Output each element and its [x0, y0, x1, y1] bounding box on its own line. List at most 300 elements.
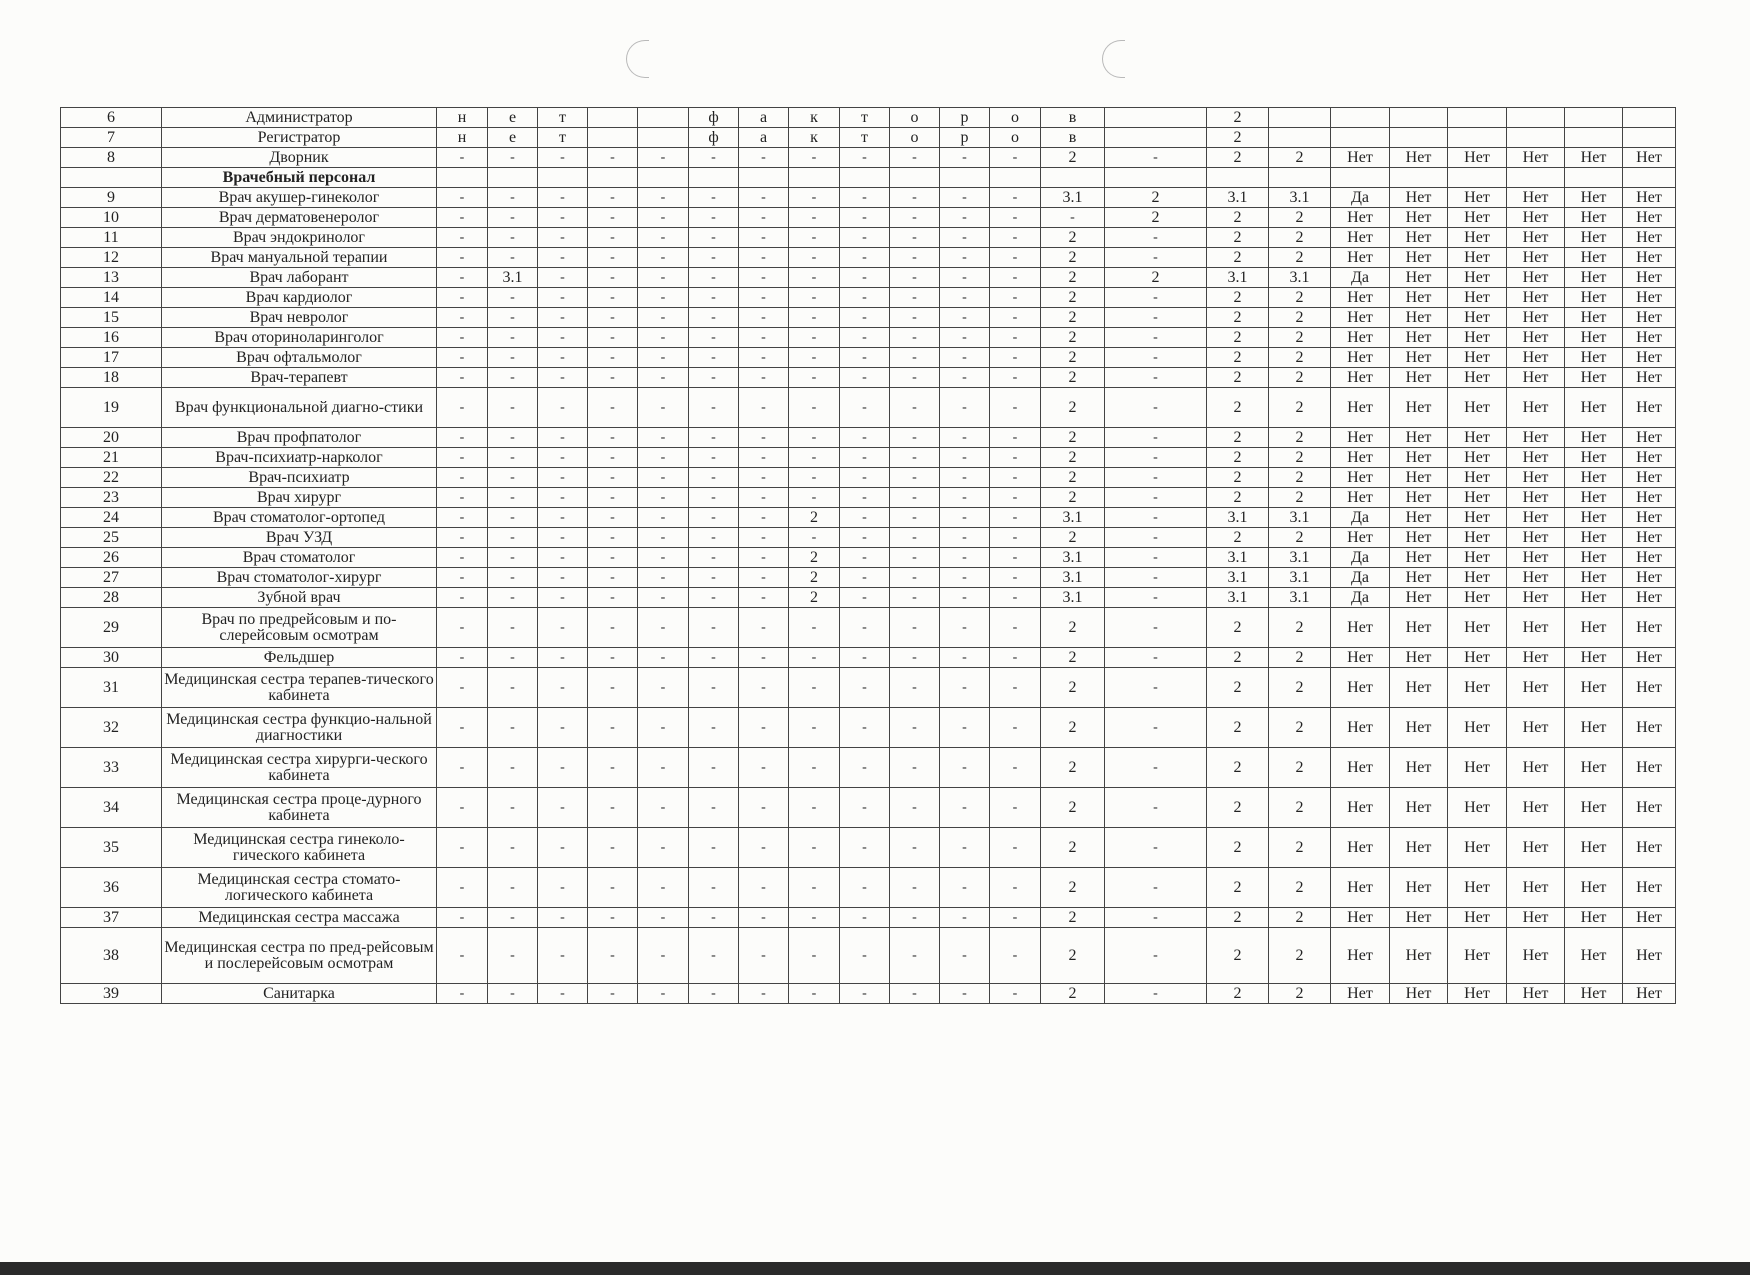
- value-cell: 2: [1207, 608, 1269, 648]
- value-cell: -: [890, 928, 940, 984]
- value-cell: 2: [1207, 308, 1269, 328]
- value-cell: Нет: [1565, 668, 1623, 708]
- value-cell: [789, 168, 840, 188]
- value-cell: 3.1: [1207, 548, 1269, 568]
- row-number: 15: [61, 308, 162, 328]
- value-cell: -: [488, 588, 538, 608]
- value-cell: -: [990, 388, 1041, 428]
- value-cell: -: [488, 328, 538, 348]
- value-cell: -: [538, 248, 588, 268]
- value-cell: Нет: [1507, 788, 1565, 828]
- value-cell: Нет: [1390, 668, 1448, 708]
- value-cell: -: [1105, 328, 1207, 348]
- value-cell: -: [739, 368, 789, 388]
- value-cell: -: [739, 568, 789, 588]
- value-cell: -: [739, 788, 789, 828]
- value-cell: -: [840, 268, 890, 288]
- position-name: Врач кардиолог: [162, 288, 437, 308]
- row-number: 17: [61, 348, 162, 368]
- value-cell: Нет: [1507, 648, 1565, 668]
- value-cell: -: [739, 928, 789, 984]
- value-cell: Нет: [1448, 488, 1507, 508]
- value-cell: -: [940, 388, 990, 428]
- value-cell: 2: [1041, 528, 1105, 548]
- value-cell: Нет: [1623, 984, 1676, 1004]
- value-cell: -: [940, 588, 990, 608]
- row-number: 24: [61, 508, 162, 528]
- position-name: Медицинская сестра функцио-нальной диагностики: [162, 708, 437, 748]
- value-cell: -: [1105, 488, 1207, 508]
- value-cell: 3.1: [1269, 508, 1331, 528]
- value-cell: 2: [1041, 348, 1105, 368]
- value-cell: [990, 168, 1041, 188]
- value-cell: Нет: [1331, 388, 1390, 428]
- table-row: [61, 308, 1676, 328]
- value-cell: -: [890, 368, 940, 388]
- table-row: [61, 428, 1676, 448]
- value-cell: -: [638, 708, 689, 748]
- row-number: 18: [61, 368, 162, 388]
- value-cell: -: [1105, 248, 1207, 268]
- value-cell: [1565, 168, 1623, 188]
- value-cell: Нет: [1623, 868, 1676, 908]
- value-cell: -: [538, 748, 588, 788]
- value-cell: Нет: [1507, 488, 1565, 508]
- value-cell: Нет: [1565, 488, 1623, 508]
- value-cell: [1448, 108, 1507, 128]
- value-cell: -: [638, 528, 689, 548]
- value-cell: -: [840, 648, 890, 668]
- value-cell: -: [488, 984, 538, 1004]
- value-cell: -: [789, 448, 840, 468]
- value-cell: Нет: [1390, 868, 1448, 908]
- value-cell: 3.1: [1269, 548, 1331, 568]
- value-cell: -: [840, 308, 890, 328]
- value-cell: -: [488, 528, 538, 548]
- value-cell: -: [940, 308, 990, 328]
- value-cell: 2: [1269, 928, 1331, 984]
- row-number: 12: [61, 248, 162, 268]
- value-cell: -: [840, 448, 890, 468]
- value-cell: -: [789, 148, 840, 168]
- position-name: Медицинская сестра массажа: [162, 908, 437, 928]
- value-cell: -: [638, 228, 689, 248]
- value-cell: -: [739, 548, 789, 568]
- value-cell: Нет: [1331, 248, 1390, 268]
- value-cell: [638, 168, 689, 188]
- value-cell: -: [840, 488, 890, 508]
- value-cell: 2: [1207, 348, 1269, 368]
- value-cell: Нет: [1448, 388, 1507, 428]
- value-cell: -: [689, 528, 739, 548]
- table-row: [61, 708, 1676, 748]
- value-cell: 3.1: [1041, 568, 1105, 588]
- value-cell: Нет: [1507, 868, 1565, 908]
- value-cell: -: [588, 488, 638, 508]
- value-cell: -: [437, 248, 488, 268]
- value-cell: Нет: [1448, 348, 1507, 368]
- value-cell: -: [940, 708, 990, 748]
- value-cell: -: [1105, 748, 1207, 788]
- value-cell: 3.1: [1269, 188, 1331, 208]
- row-number: 37: [61, 908, 162, 928]
- position-name: Санитарка: [162, 984, 437, 1004]
- value-cell: -: [739, 388, 789, 428]
- value-cell: -: [990, 348, 1041, 368]
- value-cell: Нет: [1565, 588, 1623, 608]
- value-cell: 3.1: [1041, 548, 1105, 568]
- value-cell: [1207, 168, 1269, 188]
- value-cell: т: [840, 108, 890, 128]
- value-cell: [1507, 168, 1565, 188]
- value-cell: -: [437, 188, 488, 208]
- value-cell: Нет: [1623, 208, 1676, 228]
- value-cell: Нет: [1565, 508, 1623, 528]
- value-cell: -: [739, 208, 789, 228]
- value-cell: -: [437, 428, 488, 448]
- value-cell: Нет: [1565, 928, 1623, 984]
- value-cell: -: [689, 908, 739, 928]
- position-name: Медицинская сестра терапев-тического кабинета: [162, 668, 437, 708]
- value-cell: -: [588, 528, 638, 548]
- position-name: Врач мануальной терапии: [162, 248, 437, 268]
- value-cell: -: [488, 248, 538, 268]
- value-cell: -: [638, 984, 689, 1004]
- value-cell: -: [739, 708, 789, 748]
- value-cell: -: [890, 548, 940, 568]
- value-cell: -: [940, 348, 990, 368]
- value-cell: -: [789, 668, 840, 708]
- value-cell: Нет: [1390, 308, 1448, 328]
- value-cell: -: [789, 348, 840, 368]
- value-cell: -: [990, 248, 1041, 268]
- value-cell: 2: [1207, 448, 1269, 468]
- value-cell: -: [638, 548, 689, 568]
- value-cell: 2: [1207, 648, 1269, 668]
- value-cell: Нет: [1331, 908, 1390, 928]
- value-cell: Нет: [1507, 148, 1565, 168]
- table-row: [61, 568, 1676, 588]
- row-number: 38: [61, 928, 162, 984]
- value-cell: -: [890, 308, 940, 328]
- value-cell: -: [538, 368, 588, 388]
- value-cell: 2: [1269, 388, 1331, 428]
- position-name: Дворник: [162, 148, 437, 168]
- value-cell: -: [689, 368, 739, 388]
- value-cell: -: [1105, 828, 1207, 868]
- value-cell: -: [488, 448, 538, 468]
- value-cell: 2: [1269, 468, 1331, 488]
- value-cell: -: [437, 208, 488, 228]
- value-cell: Нет: [1507, 668, 1565, 708]
- position-name: Врач оториноларинголог: [162, 328, 437, 348]
- row-number: 9: [61, 188, 162, 208]
- table-row: [61, 268, 1676, 288]
- value-cell: Нет: [1623, 248, 1676, 268]
- value-cell: Нет: [1507, 928, 1565, 984]
- value-cell: -: [840, 928, 890, 984]
- value-cell: Нет: [1448, 428, 1507, 448]
- value-cell: -: [990, 568, 1041, 588]
- position-name: Медицинская сестра проце-дурного кабинета: [162, 788, 437, 828]
- value-cell: Нет: [1448, 328, 1507, 348]
- value-cell: -: [588, 448, 638, 468]
- value-cell: -: [538, 208, 588, 228]
- value-cell: -: [840, 328, 890, 348]
- value-cell: -: [437, 708, 488, 748]
- value-cell: Нет: [1331, 868, 1390, 908]
- position-name: Врач эндокринолог: [162, 228, 437, 248]
- row-number: 26: [61, 548, 162, 568]
- value-cell: Нет: [1331, 528, 1390, 548]
- value-cell: 2: [1041, 388, 1105, 428]
- value-cell: Нет: [1565, 148, 1623, 168]
- value-cell: Нет: [1390, 984, 1448, 1004]
- value-cell: -: [488, 348, 538, 368]
- value-cell: -: [940, 568, 990, 588]
- value-cell: -: [689, 248, 739, 268]
- value-cell: Нет: [1565, 388, 1623, 428]
- value-cell: Нет: [1390, 248, 1448, 268]
- value-cell: е: [488, 108, 538, 128]
- value-cell: -: [940, 528, 990, 548]
- value-cell: -: [840, 588, 890, 608]
- value-cell: -: [890, 568, 940, 588]
- row-number: 34: [61, 788, 162, 828]
- value-cell: -: [538, 608, 588, 648]
- value-cell: -: [437, 548, 488, 568]
- value-cell: -: [990, 608, 1041, 648]
- value-cell: Нет: [1448, 308, 1507, 328]
- value-cell: -: [488, 548, 538, 568]
- value-cell: -: [488, 568, 538, 588]
- value-cell: -: [437, 368, 488, 388]
- value-cell: -: [890, 188, 940, 208]
- value-cell: -: [689, 508, 739, 528]
- value-cell: Нет: [1390, 448, 1448, 468]
- value-cell: -: [638, 488, 689, 508]
- value-cell: Нет: [1623, 328, 1676, 348]
- value-cell: 2: [1207, 488, 1269, 508]
- value-cell: Нет: [1390, 588, 1448, 608]
- section-row: [61, 168, 1676, 188]
- value-cell: -: [588, 984, 638, 1004]
- value-cell: Нет: [1507, 428, 1565, 448]
- value-cell: 3.1: [1207, 268, 1269, 288]
- value-cell: -: [890, 448, 940, 468]
- value-cell: -: [437, 348, 488, 368]
- value-cell: -: [890, 788, 940, 828]
- value-cell: -: [588, 928, 638, 984]
- value-cell: 2: [1041, 368, 1105, 388]
- value-cell: -: [538, 928, 588, 984]
- row-number: 10: [61, 208, 162, 228]
- value-cell: [1269, 168, 1331, 188]
- value-cell: -: [990, 908, 1041, 928]
- value-cell: Нет: [1507, 308, 1565, 328]
- value-cell: 2: [1041, 668, 1105, 708]
- position-name: Врач стоматолог: [162, 548, 437, 568]
- value-cell: -: [890, 828, 940, 868]
- value-cell: -: [789, 468, 840, 488]
- value-cell: -: [789, 788, 840, 828]
- position-name: Врач лаборант: [162, 268, 437, 288]
- value-cell: 2: [1269, 308, 1331, 328]
- value-cell: -: [890, 508, 940, 528]
- value-cell: -: [840, 188, 890, 208]
- value-cell: Нет: [1565, 188, 1623, 208]
- value-cell: -: [1105, 928, 1207, 984]
- value-cell: Нет: [1331, 468, 1390, 488]
- value-cell: 2: [1041, 868, 1105, 908]
- value-cell: Нет: [1448, 588, 1507, 608]
- value-cell: -: [638, 588, 689, 608]
- value-cell: Нет: [1331, 488, 1390, 508]
- value-cell: -: [739, 348, 789, 368]
- value-cell: [1105, 168, 1207, 188]
- row-number: 13: [61, 268, 162, 288]
- value-cell: Нет: [1623, 488, 1676, 508]
- value-cell: -: [940, 908, 990, 928]
- value-cell: [890, 168, 940, 188]
- table-row: [61, 828, 1676, 868]
- value-cell: -: [890, 984, 940, 1004]
- value-cell: 3.1: [1041, 508, 1105, 528]
- value-cell: -: [689, 148, 739, 168]
- value-cell: [1331, 168, 1390, 188]
- value-cell: Нет: [1623, 748, 1676, 788]
- value-cell: Нет: [1448, 208, 1507, 228]
- value-cell: -: [538, 648, 588, 668]
- value-cell: -: [638, 828, 689, 868]
- value-cell: -: [488, 288, 538, 308]
- value-cell: -: [940, 488, 990, 508]
- value-cell: -: [437, 588, 488, 608]
- table-row: [61, 908, 1676, 928]
- value-cell: Нет: [1331, 228, 1390, 248]
- value-cell: т: [538, 108, 588, 128]
- value-cell: -: [689, 468, 739, 488]
- value-cell: [538, 168, 588, 188]
- value-cell: -: [739, 908, 789, 928]
- value-cell: -: [840, 148, 890, 168]
- value-cell: Нет: [1390, 228, 1448, 248]
- value-cell: -: [638, 248, 689, 268]
- value-cell: -: [940, 448, 990, 468]
- value-cell: -: [789, 268, 840, 288]
- value-cell: -: [588, 388, 638, 428]
- value-cell: -: [437, 328, 488, 348]
- value-cell: 2: [1207, 428, 1269, 448]
- position-name: Регистратор: [162, 128, 437, 148]
- value-cell: ф: [689, 128, 739, 148]
- value-cell: -: [488, 468, 538, 488]
- value-cell: -: [890, 708, 940, 748]
- value-cell: -: [890, 328, 940, 348]
- value-cell: Нет: [1623, 228, 1676, 248]
- value-cell: Нет: [1448, 668, 1507, 708]
- value-cell: Нет: [1448, 568, 1507, 588]
- value-cell: [588, 168, 638, 188]
- value-cell: -: [890, 588, 940, 608]
- value-cell: Нет: [1507, 248, 1565, 268]
- value-cell: -: [990, 528, 1041, 548]
- value-cell: Нет: [1331, 788, 1390, 828]
- value-cell: Нет: [1448, 708, 1507, 748]
- value-cell: Нет: [1448, 548, 1507, 568]
- value-cell: -: [538, 348, 588, 368]
- value-cell: -: [538, 308, 588, 328]
- row-number: 14: [61, 288, 162, 308]
- value-cell: -: [890, 908, 940, 928]
- table-row: [61, 248, 1676, 268]
- value-cell: 2: [1269, 708, 1331, 748]
- value-cell: Нет: [1448, 608, 1507, 648]
- row-number: 22: [61, 468, 162, 488]
- position-name: Врач-психиатр: [162, 468, 437, 488]
- value-cell: -: [890, 488, 940, 508]
- value-cell: -: [488, 608, 538, 648]
- value-cell: -: [488, 928, 538, 984]
- value-cell: -: [638, 288, 689, 308]
- value-cell: Нет: [1390, 468, 1448, 488]
- value-cell: -: [638, 388, 689, 428]
- value-cell: [588, 128, 638, 148]
- value-cell: Нет: [1331, 308, 1390, 328]
- value-cell: [588, 108, 638, 128]
- value-cell: -: [689, 828, 739, 868]
- value-cell: -: [488, 308, 538, 328]
- value-cell: 2: [789, 508, 840, 528]
- value-cell: -: [488, 828, 538, 868]
- value-cell: 3.1: [488, 268, 538, 288]
- value-cell: -: [739, 528, 789, 548]
- value-cell: -: [990, 648, 1041, 668]
- value-cell: -: [940, 368, 990, 388]
- value-cell: Нет: [1507, 448, 1565, 468]
- value-cell: -: [840, 428, 890, 448]
- row-number: 28: [61, 588, 162, 608]
- value-cell: -: [538, 228, 588, 248]
- position-name: Врач-терапевт: [162, 368, 437, 388]
- value-cell: Нет: [1623, 788, 1676, 828]
- value-cell: -: [990, 288, 1041, 308]
- value-cell: -: [1105, 148, 1207, 168]
- value-cell: 2: [1207, 928, 1269, 984]
- value-cell: -: [1105, 868, 1207, 908]
- value-cell: -: [739, 508, 789, 528]
- value-cell: -: [940, 328, 990, 348]
- value-cell: -: [990, 548, 1041, 568]
- value-cell: Нет: [1448, 228, 1507, 248]
- value-cell: -: [588, 548, 638, 568]
- value-cell: Нет: [1331, 708, 1390, 748]
- value-cell: -: [990, 984, 1041, 1004]
- value-cell: 2: [789, 548, 840, 568]
- value-cell: -: [488, 228, 538, 248]
- table-row: [61, 668, 1676, 708]
- value-cell: -: [840, 468, 890, 488]
- value-cell: -: [789, 208, 840, 228]
- value-cell: -: [890, 868, 940, 908]
- value-cell: [1448, 128, 1507, 148]
- value-cell: -: [1105, 428, 1207, 448]
- position-name: Зубной врач: [162, 588, 437, 608]
- value-cell: 2: [789, 588, 840, 608]
- value-cell: Нет: [1565, 648, 1623, 668]
- value-cell: -: [940, 208, 990, 228]
- value-cell: -: [739, 328, 789, 348]
